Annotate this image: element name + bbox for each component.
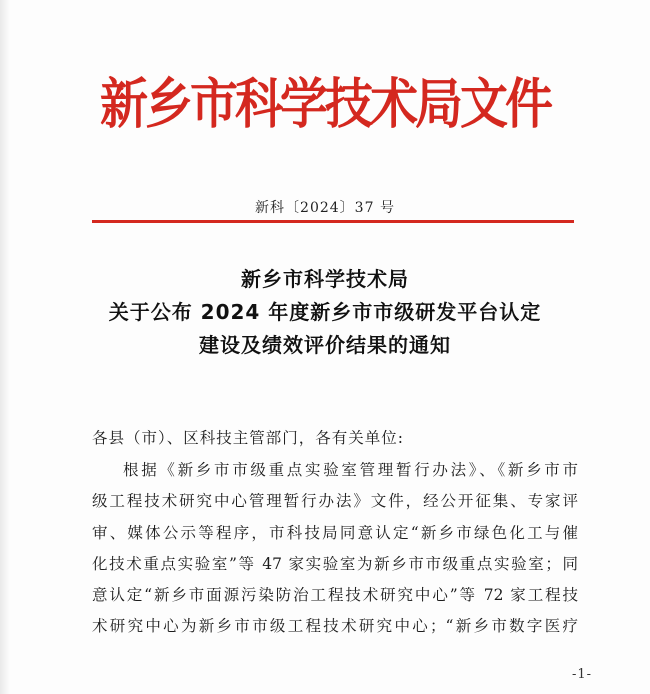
notice-title <box>0 263 650 362</box>
body-line: 术研究中心为新乡市市级工程技术研究中心；“新乡市数字医疗 <box>92 617 578 636</box>
page-number: -1- <box>571 667 592 682</box>
notice-title-line-3: 建设及绩效评价结果的通知 <box>199 333 451 357</box>
document-number: 新科〔2024〕37 号 <box>255 200 395 216</box>
body-line: 化技术重点实验室”等 47 家实验室为新乡市市级重点实验室；同 <box>92 554 578 573</box>
body-line: 意认定“新乡市面源污染防治工程技术研究中心”等 72 家工程技 <box>92 586 578 605</box>
body-paragraph <box>92 455 578 643</box>
body-line: 根据《新乡市市级重点实验室管理暂行办法》、《新乡市市 <box>123 461 578 479</box>
body-line: 级工程技术研究中心管理暂行办法》文件，经公开征集、专家评 <box>92 492 578 511</box>
notice-title-line-1: 新乡市科学技术局 <box>241 267 409 291</box>
red-separator-line <box>92 220 574 223</box>
issuer-header-title: 新乡市科学技术局文件 <box>99 73 550 137</box>
notice-title-line-2: 关于公布 2024 年度新乡市市级研发平台认定 <box>108 300 542 324</box>
salutation: 各县（市）、区科技主管部门，各有关单位: <box>92 429 404 447</box>
body-line: 审、媒体公示等程序，市科技局同意认定“新乡市绿色化工与催 <box>92 523 578 542</box>
